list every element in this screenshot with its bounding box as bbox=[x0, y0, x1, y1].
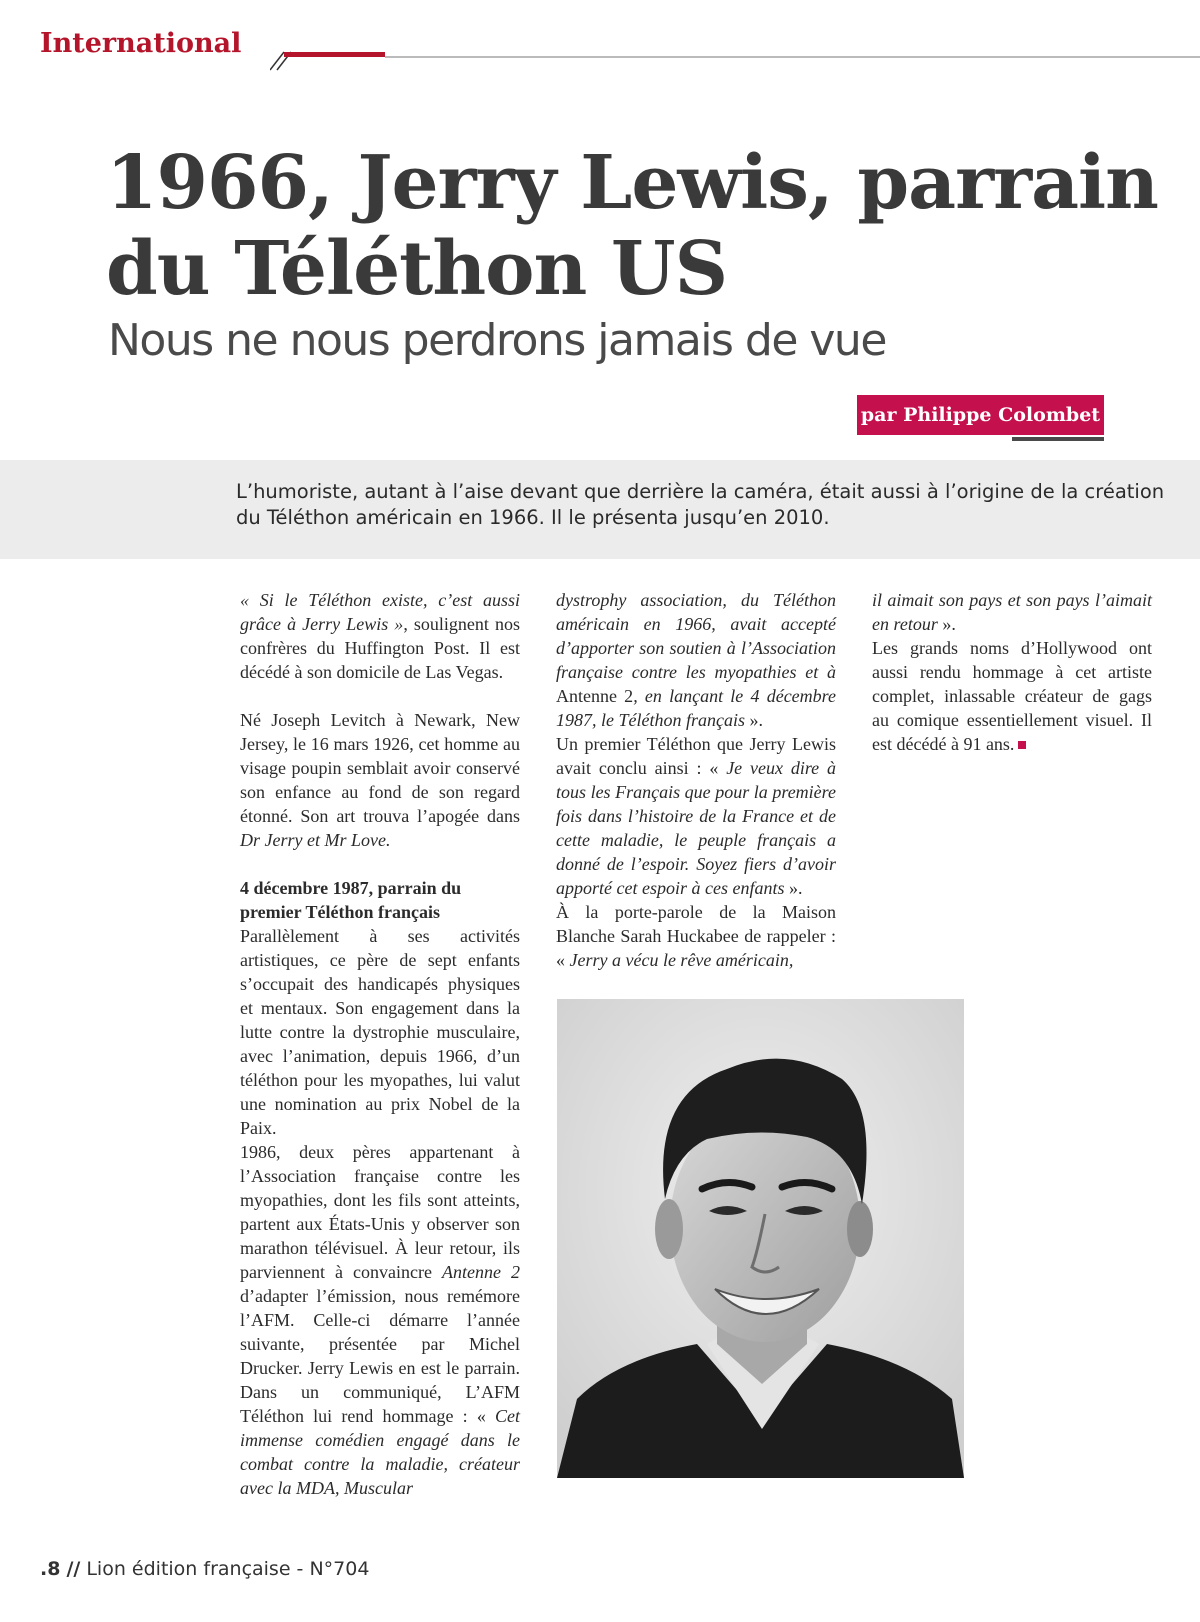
article-title bbox=[106, 140, 1166, 312]
quote: Cet immense comédien engagé dans le combat contre la maladie, créateur avec la MDA, Muscular bbox=[240, 1406, 520, 1498]
byline-box bbox=[857, 395, 1104, 441]
paragraph: Né Joseph Levitch à Newark, New Jersey, le 16 mars 1926, cet homme au visage poupin semblait avoir conservé son enfance au fond de son regard étonné. Son art trouva l’apogée dans Dr Jerry et Mr Love. bbox=[240, 710, 520, 850]
portrait-icon bbox=[557, 999, 964, 1478]
quote: Jerry a vécu le rêve américain, bbox=[569, 950, 794, 970]
quote: Je veux dire à tous les Français que pour la première fois dans l’histoire de la France et de cette maladie, le peuple français a donné de l’espoir. Soyez fiers d’avoir apporté cet espoir à ces enfants bbox=[556, 758, 836, 898]
lede-band bbox=[0, 460, 1200, 559]
quote: « Si le Téléthon existe, c’est aussi grâce à Jerry Lewis » bbox=[240, 590, 520, 634]
article-lede: L’humoriste, autant à l’aise devant que derrière la caméra, était aussi à l’origine de la création du Téléthon américain en 1966. Il le présenta jusqu’en 2010. bbox=[236, 480, 1165, 529]
paragraph: Parallèlement à ses activités artistiques, ce père de sept enfants s’occupait des handicapés physiques et mentaux. Son engagement dans la lutte contre la dystrophie musculaire, avec l’animation, depuis 1966, d’un téléthon pour les myopathes, lui valut une nomination au prix Nobel de la Paix. bbox=[240, 926, 520, 1138]
paragraph: dystrophy association, du Téléthon américain en 1966, avait accepté d’apporter son soutien à l’Association française contre les myopathies et à Antenne 2, en lançant le 4 décembre 1987, le Téléthon français ». bbox=[556, 590, 836, 730]
text-column-1 bbox=[240, 588, 520, 1500]
paragraph: 1986, deux pères appartenant à l’Association française contre les myopathies, dont les fils sont atteints, partent aux États-Unis y observer son marathon télévisuel. À leur retour, ils parviennent à convaincre Antenne 2 d’adapter l’émission, nous remémore l’AFM. Celle-ci démarre l’année suivante, présentée par Michel Drucker. Jerry Lewis en est le parrain. Dans un communiqué, L’AFM Téléthon lui rend hommage : « Cet immense comédien engagé dans le combat contre la maladie, créateur avec la MDA, Muscular bbox=[240, 1142, 521, 1498]
footer-separator: // bbox=[66, 1558, 81, 1580]
section-label: International bbox=[40, 28, 242, 59]
portrait-photo bbox=[557, 999, 964, 1478]
paragraph: « Si le Téléthon existe, c’est aussi grâce à Jerry Lewis », soulignent nos confrères du Huffington Post. Il est décédé à son domicile de Las Vegas. bbox=[240, 590, 520, 682]
rule-slash-1 bbox=[270, 52, 284, 70]
header-rule bbox=[270, 50, 1200, 72]
paragraph: Un premier Téléthon que Jerry Lewis avait conclu ainsi : « Je veux dire à tous les Français que pour la première fois dans l’histoire de la France et de cette maladie, le peuple français a donné de l’espoir. Soyez fiers d’avoir apporté cet espoir à ces enfants ». bbox=[556, 734, 836, 898]
rule-red-bar bbox=[284, 52, 385, 57]
subheading: 4 décembre 1987, parrain du premier Téléthon français bbox=[240, 878, 462, 922]
page-number: .8 bbox=[40, 1558, 61, 1580]
paragraph: il aimait son pays et son pays l’aimait en retour ». bbox=[872, 590, 1152, 634]
publication-name: Lion édition française - N°704 bbox=[86, 1558, 370, 1580]
film-title: Dr Jerry et Mr Love. bbox=[240, 830, 391, 850]
title-line-1: 1966, Jerry Lewis, parrain bbox=[106, 140, 1158, 226]
channel-name: Antenne 2 bbox=[442, 1262, 521, 1282]
page-footer bbox=[40, 1558, 369, 1580]
byline: par Philippe Colombet bbox=[857, 395, 1104, 435]
text-column-3 bbox=[872, 588, 1152, 756]
channel-name: Antenne 2 bbox=[556, 686, 634, 706]
end-mark-icon bbox=[1018, 741, 1026, 749]
byline-underline bbox=[1012, 437, 1104, 441]
article-subtitle: Nous ne nous perdrons jamais de vue bbox=[108, 315, 886, 366]
paragraph: À la porte-parole de la Maison Blanche Sarah Huckabee de rappeler : « Jerry a vécu le rêve américain, bbox=[556, 902, 836, 970]
title-line-2: du Téléthon US bbox=[106, 226, 728, 312]
text-column-2 bbox=[556, 588, 836, 972]
quote: il aimait son pays et son pays l’aimait en retour bbox=[872, 590, 1152, 634]
paragraph: Les grands noms d’Hollywood ont aussi rendu hommage à cet artiste complet, inlassable créateur de gags au comique essentiellement visuel. Il est décédé à 91 ans. bbox=[872, 638, 1152, 754]
